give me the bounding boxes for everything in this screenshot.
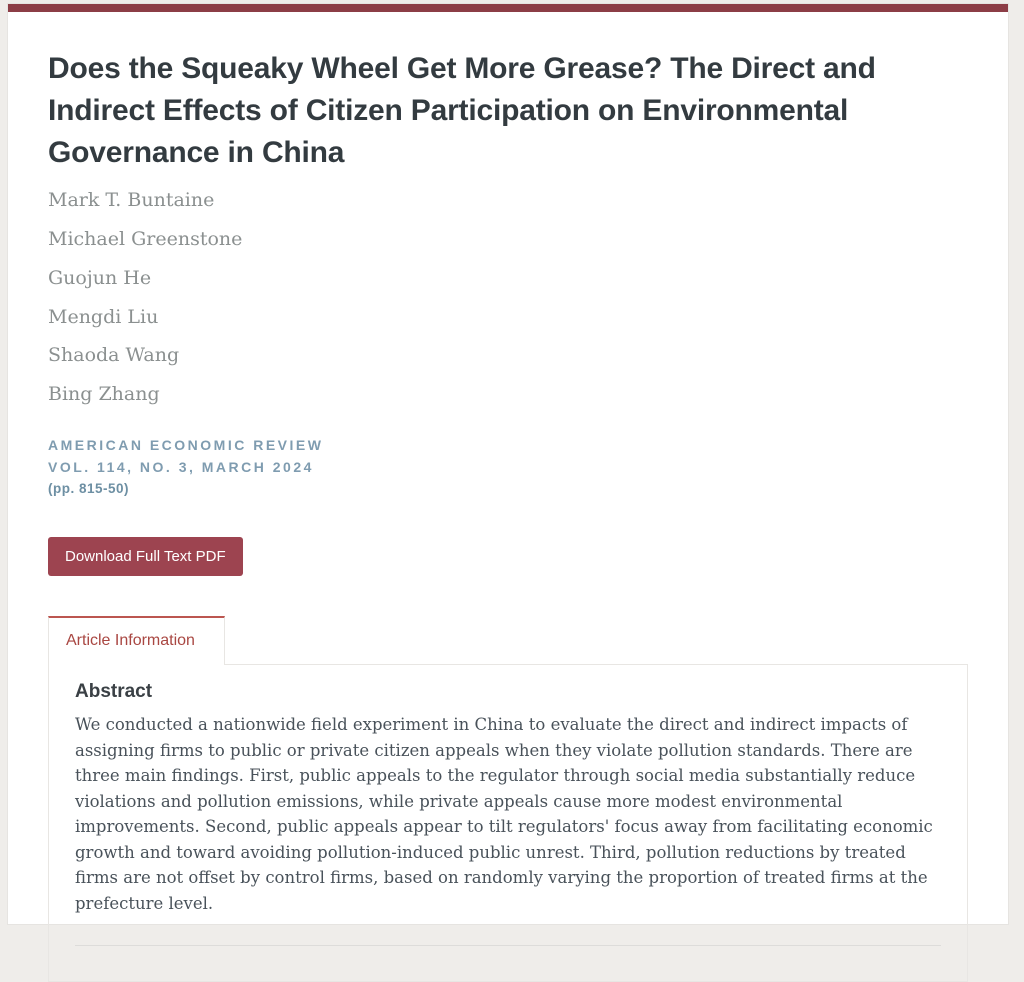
journal-pages: (pp. 815-50) xyxy=(48,481,130,497)
article-page xyxy=(8,12,1008,982)
tab-article-information[interactable]: Article Information xyxy=(48,616,225,665)
article-information-panel xyxy=(48,664,968,982)
author-list xyxy=(48,190,968,406)
author-name: Shaoda Wang xyxy=(48,344,180,367)
panel-divider xyxy=(75,945,941,946)
journal-citation xyxy=(48,434,968,500)
page-container xyxy=(8,4,1008,924)
article-title: Does the Squeaky Wheel Get More Grease? The Direct and Indirect Effects of Citizen Participation on Environmental Governance in China xyxy=(48,52,876,169)
abstract-text: We conducted a nationwide field experiment in China to evaluate the direct and indirect impacts of assigning firms to public or private citizen appeals when they violate pollution standards. There are three main findings. First, public appeals to the regulator through social media substantially reduce violations and pollution emissions, while private appeals cause more modest environmental improvements. Second, public appeals appear to tilt regulators' focus away from facilitating economic growth and toward avoiding pollution-induced public unrest. Third, pollution reductions by treated firms are not offset by control firms, based on randomly varying the proportion of treated firms at the prefecture level. xyxy=(75,715,933,913)
journal-name: AMERICAN ECONOMIC REVIEW xyxy=(48,437,324,454)
author-name: Mark T. Buntaine xyxy=(48,189,215,211)
tab-row xyxy=(48,616,968,664)
site-accent-bar xyxy=(8,4,1008,12)
download-pdf-button[interactable]: Download Full Text PDF xyxy=(48,537,243,576)
author-name: Mengdi Liu xyxy=(48,305,159,328)
abstract-heading: Abstract xyxy=(75,681,153,703)
author-name: Guojun He xyxy=(48,266,152,289)
author-name: Michael Greenstone xyxy=(48,227,243,250)
journal-issue: VOL. 114, NO. 3, MARCH 2024 xyxy=(48,459,314,476)
author-name: Bing Zhang xyxy=(48,383,160,406)
